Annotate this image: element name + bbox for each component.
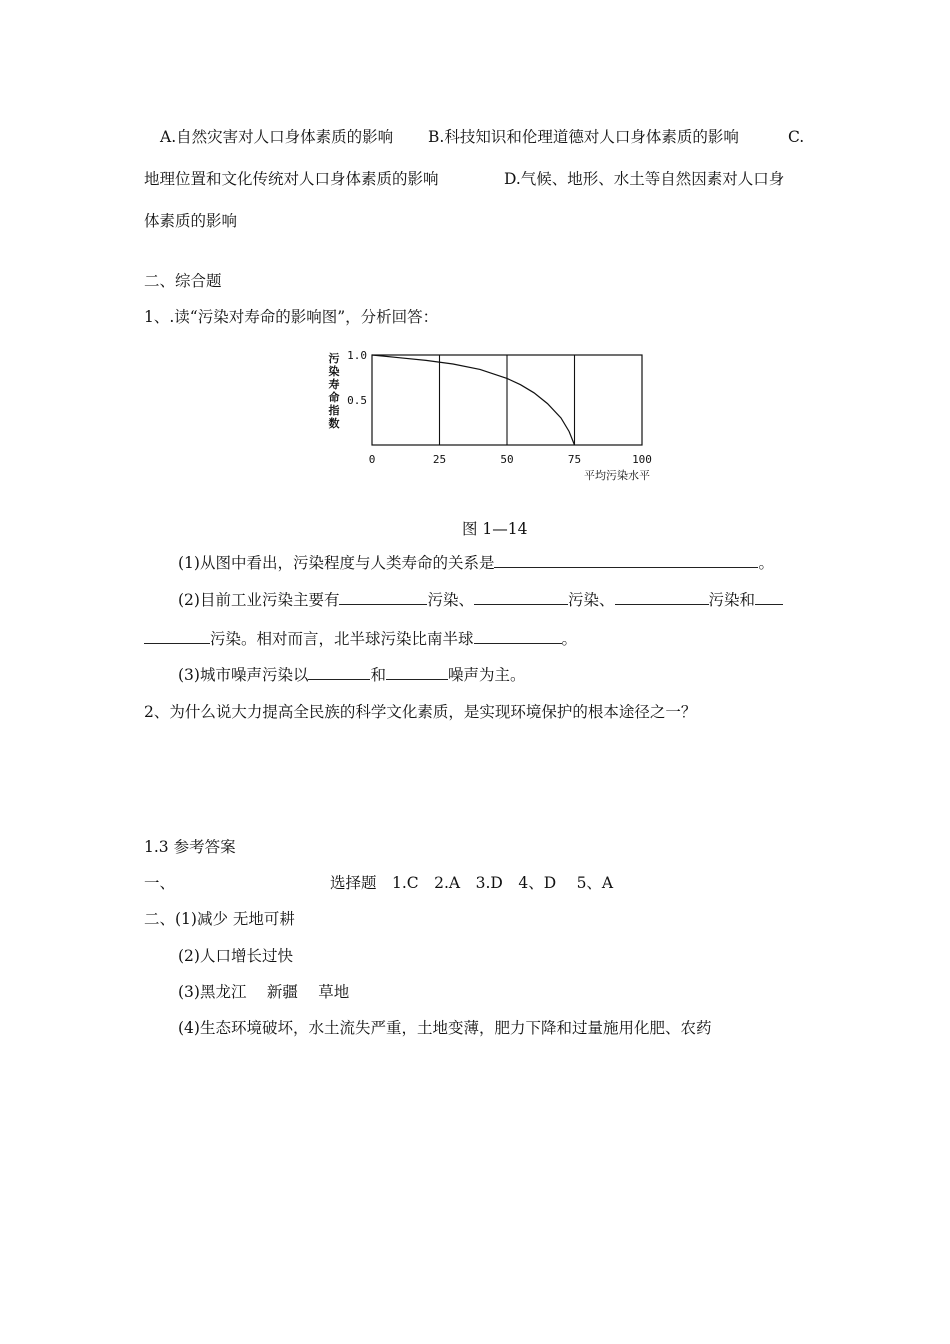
x-tick-label: 0	[368, 453, 376, 466]
answer-row-5: (4)生态环境破坏，水土流失严重，土地变薄，肥力下降和过量施用化肥、农药	[178, 1019, 712, 1037]
answer-blank[interactable]	[339, 590, 427, 605]
q1-1-text: (1)从图中看出，污染程度与人类寿命的关系是	[178, 554, 495, 572]
answer-blank[interactable]	[474, 590, 568, 605]
option-c-rest: 地理位置和文化传统对人口身体素质的影响	[144, 170, 439, 188]
x-tick-label: 50	[500, 453, 514, 466]
series-line	[372, 355, 575, 445]
option-b: B.科技知识和伦理道德对人口身体素质的影响	[428, 128, 739, 146]
q1-3-text-b: 和	[370, 666, 386, 684]
x-tick-label: 100	[632, 453, 652, 466]
answer-blank[interactable]	[494, 553, 758, 568]
question-1-2-cont	[144, 629, 577, 649]
option-d-rest: 体素质的影响	[144, 212, 238, 230]
answers-heading: 1.3 参考答案	[144, 838, 236, 856]
option-a: A.自然灾害对人口身体素质的影响	[160, 128, 394, 146]
option-c-start: C.	[788, 128, 805, 146]
answer-row-3: (2)人口增长过快	[178, 947, 293, 965]
q1-2-text-c: 污染、	[567, 591, 615, 609]
question-2: 2、为什么说大力提高全民族的科学文化素质，是实现环境保护的根本途径之一？	[144, 703, 697, 721]
q1-1-end: 。	[758, 554, 774, 572]
answer-blank[interactable]	[144, 629, 210, 644]
answer-blank[interactable]	[308, 665, 370, 680]
question-1-intro: 1、.读“污染对寿命的影响图”，分析回答：	[144, 308, 439, 326]
option-d-start: D.气候、地形、水土等自然因素对人口身	[504, 170, 785, 188]
q1-2-text-e: 污染。相对而言，北半球污染比南半球	[210, 630, 474, 648]
y-tick-label: 0.5	[347, 394, 367, 407]
answer-blank[interactable]	[615, 590, 709, 605]
x-tick-label: 25	[432, 453, 447, 466]
figure-caption: 图 1—14	[462, 520, 528, 538]
q1-2-text-a: (2)目前工业污染主要有	[178, 591, 340, 609]
answer-row-1: 选择题 1.C 2.A 3.D 4、D 5、A	[330, 874, 614, 892]
question-1-3	[178, 665, 526, 685]
q1-2-text-d: 污染和	[708, 591, 756, 609]
section-heading: 二、综合题	[144, 272, 222, 290]
y-axis-label	[328, 351, 340, 430]
x-axis-label: 平均污染水平	[584, 469, 650, 482]
y-axis-label-char: 污	[328, 352, 340, 365]
x-tick-label: 75	[567, 453, 582, 466]
y-axis-label-char: 染	[328, 365, 340, 378]
answer-row-4: (3)黑龙江 新疆 草地	[178, 983, 350, 1001]
y-axis-label-char: 数	[328, 417, 340, 430]
y-axis-label-char: 命	[328, 391, 340, 404]
q1-3-text-a: (3)城市噪声污染以	[178, 666, 309, 684]
q1-2-text-b: 污染、	[427, 591, 474, 609]
y-tick-label: 1.0	[347, 349, 367, 362]
pollution-lifespan-chart	[320, 340, 660, 490]
answer-blank[interactable]	[386, 665, 448, 680]
answer-blank[interactable]	[755, 590, 783, 605]
y-axis-label-char: 寿	[328, 378, 340, 391]
answer-row-1-label: 一、	[144, 874, 176, 892]
q1-2-text-f: 。	[561, 630, 578, 648]
question-1-2	[178, 590, 783, 610]
answer-row-2: 二、(1)减少 无地可耕	[144, 910, 295, 928]
y-axis-label-char: 指	[328, 404, 340, 417]
q1-3-text-c: 噪声为主。	[447, 666, 526, 684]
answer-blank[interactable]	[474, 629, 562, 644]
question-1-1	[178, 553, 774, 573]
